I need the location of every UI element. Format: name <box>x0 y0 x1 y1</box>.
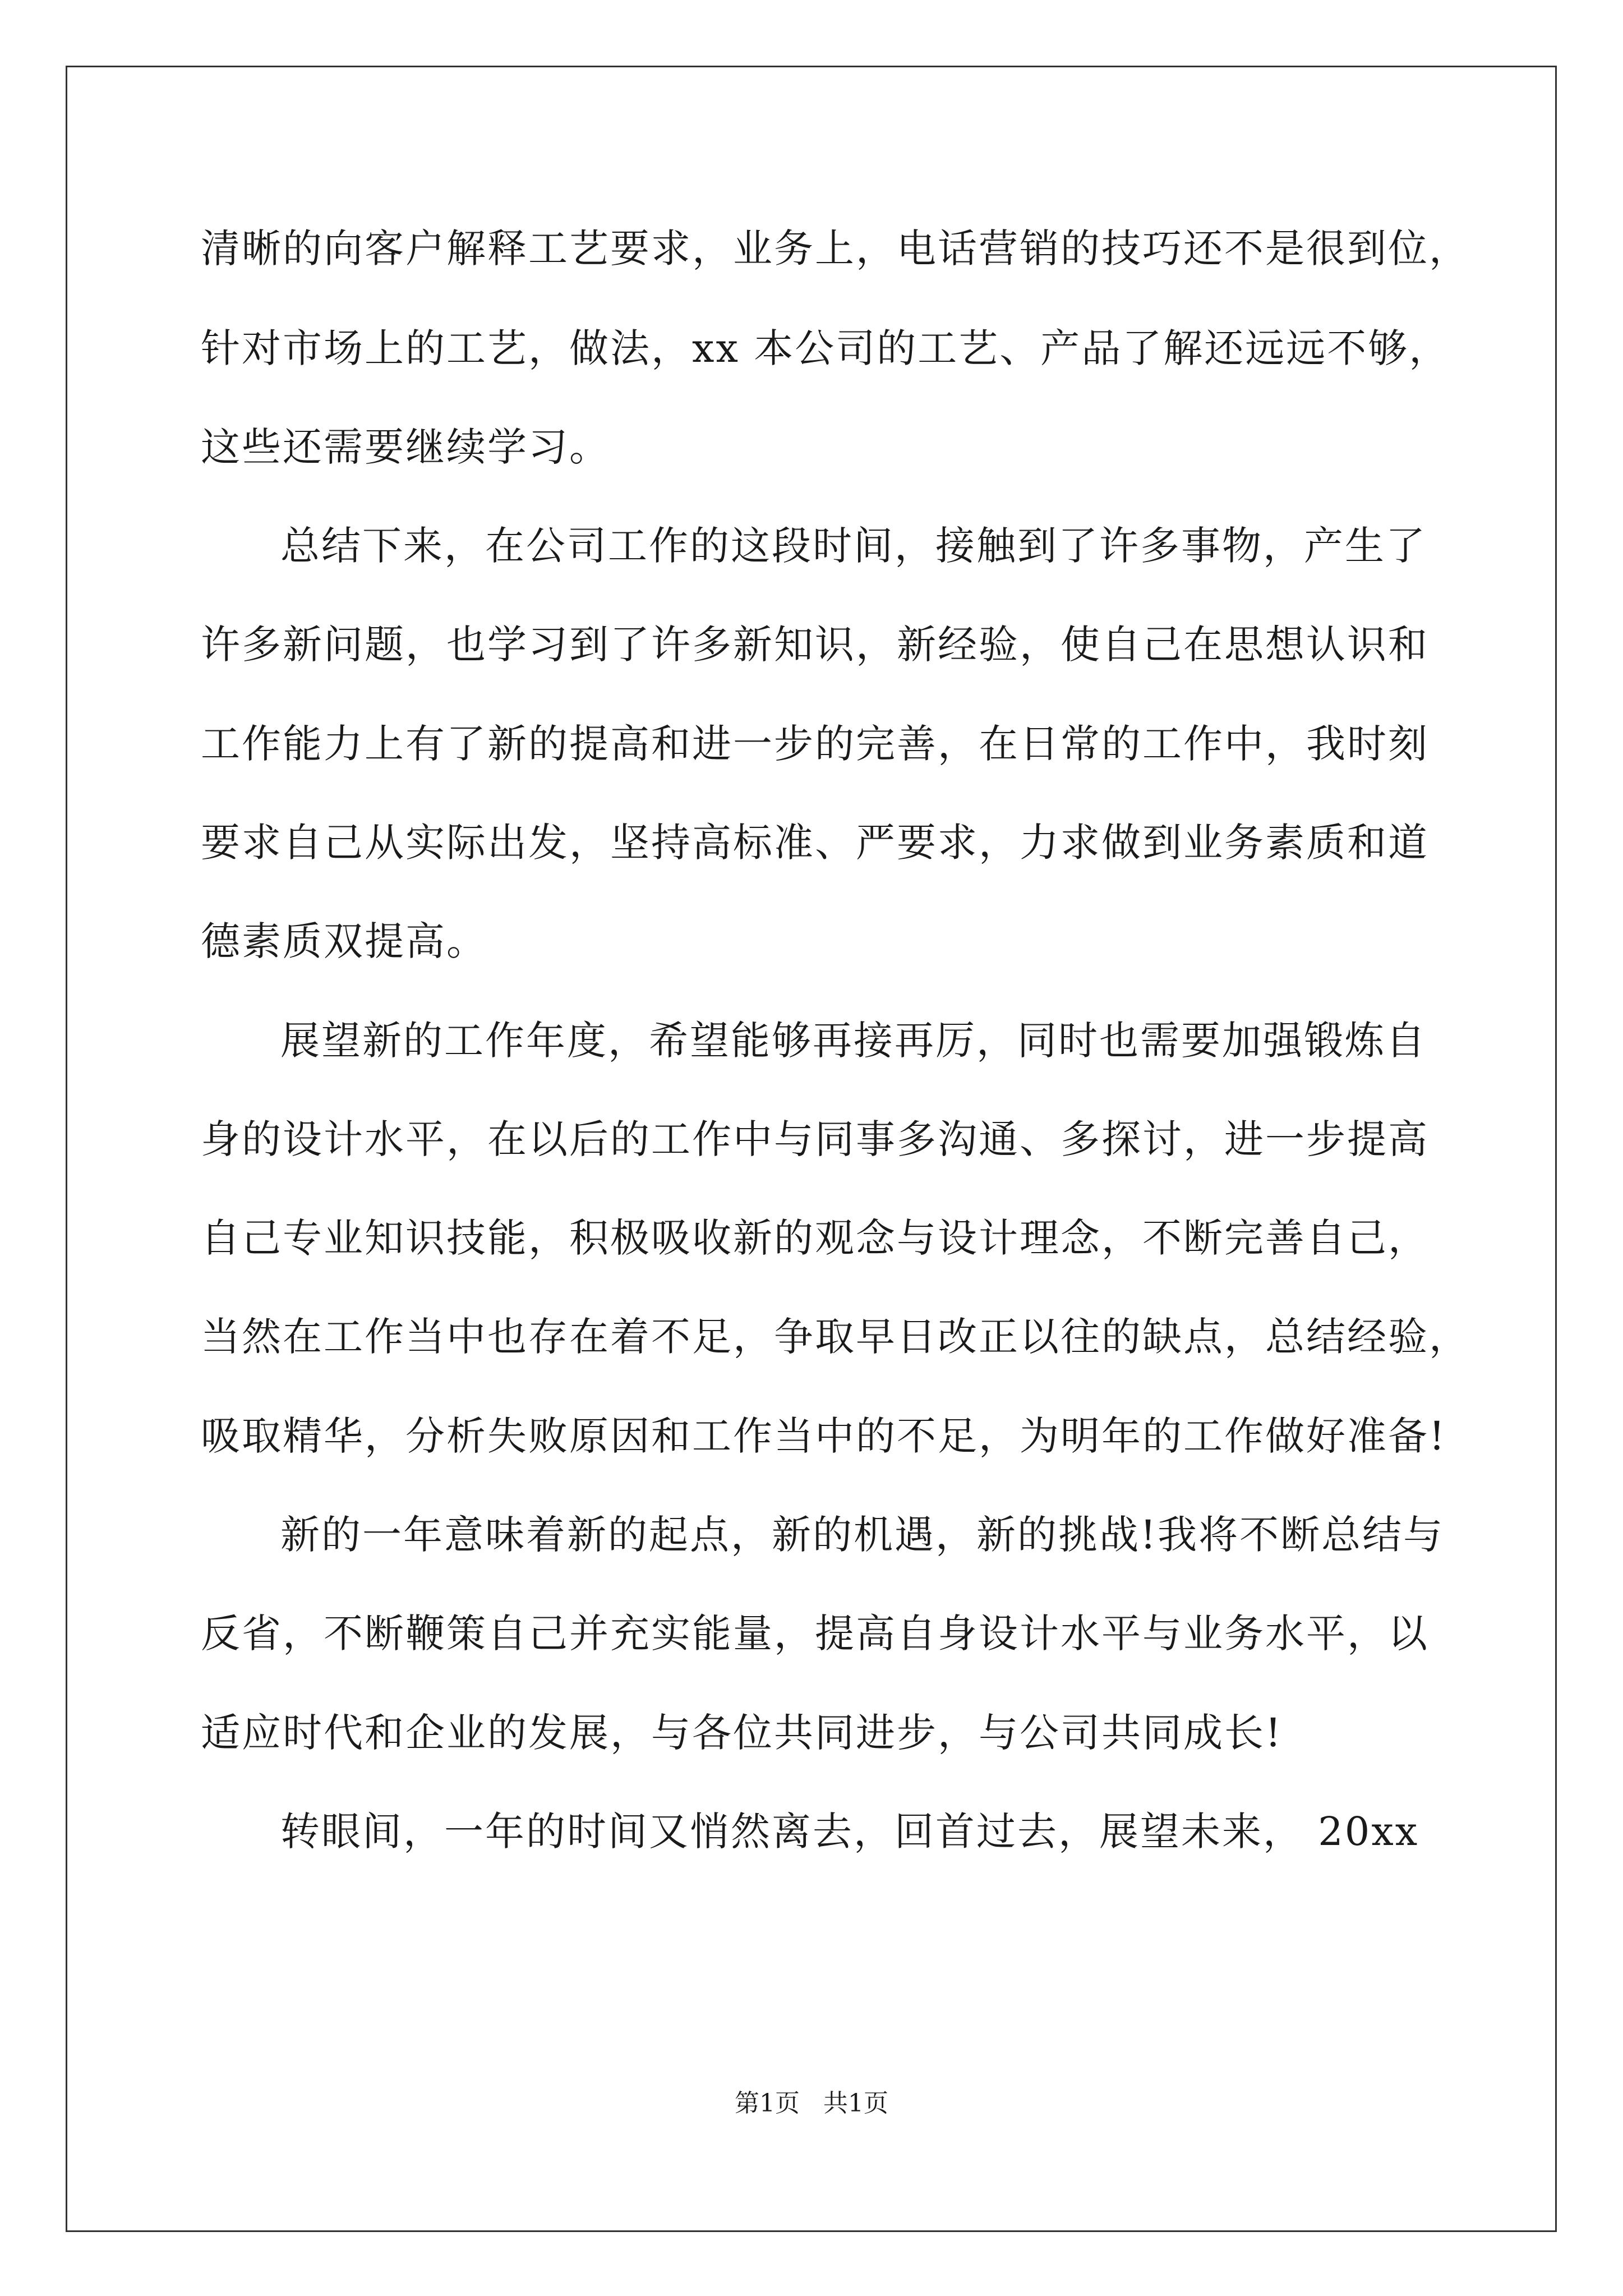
text-line-2: 针对市场上的工艺，做法，xx 本公司的工艺、产品了解还远远不够， <box>201 325 1450 371</box>
text-line-13: 吸取精华，分析失败原因和工作当中的不足，为明年的工作做好准备! <box>201 1413 1447 1459</box>
text-line-8: 德素质双提高。 <box>201 918 487 964</box>
text-line-11: 自己专业知识技能，积极吸收新的观念与设计理念，不断完善自己， <box>201 1215 1429 1261</box>
text-line-10: 身的设计水平，在以后的工作中与同事多沟通、多探讨，进一步提高 <box>201 1116 1429 1162</box>
text-line-6: 工作能力上有了新的提高和进一步的完善，在日常的工作中，我时刻 <box>201 721 1429 767</box>
text-line-1: 清晰的向客户解释工艺要求，业务上，电话营销的技巧还不是很到位， <box>201 226 1470 272</box>
paragraph-new-year-line-1: 新的一年意味着新的起点，新的机遇，新的挑战!我将不断总结与 <box>280 1512 1445 1558</box>
page-number-footer: 第1页 共1页 <box>735 2089 888 2118</box>
text-line-5: 许多新问题，也学习到了许多新知识，新经验，使自己在思想认识和 <box>201 622 1429 668</box>
text-line-15: 反省，不断鞭策自己并充实能量，提高自身设计水平与业务水平，以 <box>201 1611 1429 1657</box>
text-line-16: 适应时代和企业的发展，与各位共同进步，与公司共同成长! <box>201 1710 1283 1756</box>
text-line-12: 当然在工作当中也存在着不足，争取早日改正以往的缺点，总结经验， <box>201 1314 1470 1360</box>
paragraph-review-line-1: 转眼间，一年的时间又悄然离去，回首过去，展望未来， 20xx <box>280 1809 1419 1855</box>
text-line-7: 要求自己从实际出发，坚持高标准、严要求，力求做到业务素质和道 <box>201 820 1429 866</box>
paragraph-outlook-line-1: 展望新的工作年度，希望能够再接再厉，同时也需要加强锻炼自 <box>280 1018 1427 1064</box>
text-line-3: 这些还需要继续学习。 <box>201 424 610 470</box>
paragraph-summary-line-1: 总结下来，在公司工作的这段时间，接触到了许多事物，产生了 <box>280 523 1427 569</box>
